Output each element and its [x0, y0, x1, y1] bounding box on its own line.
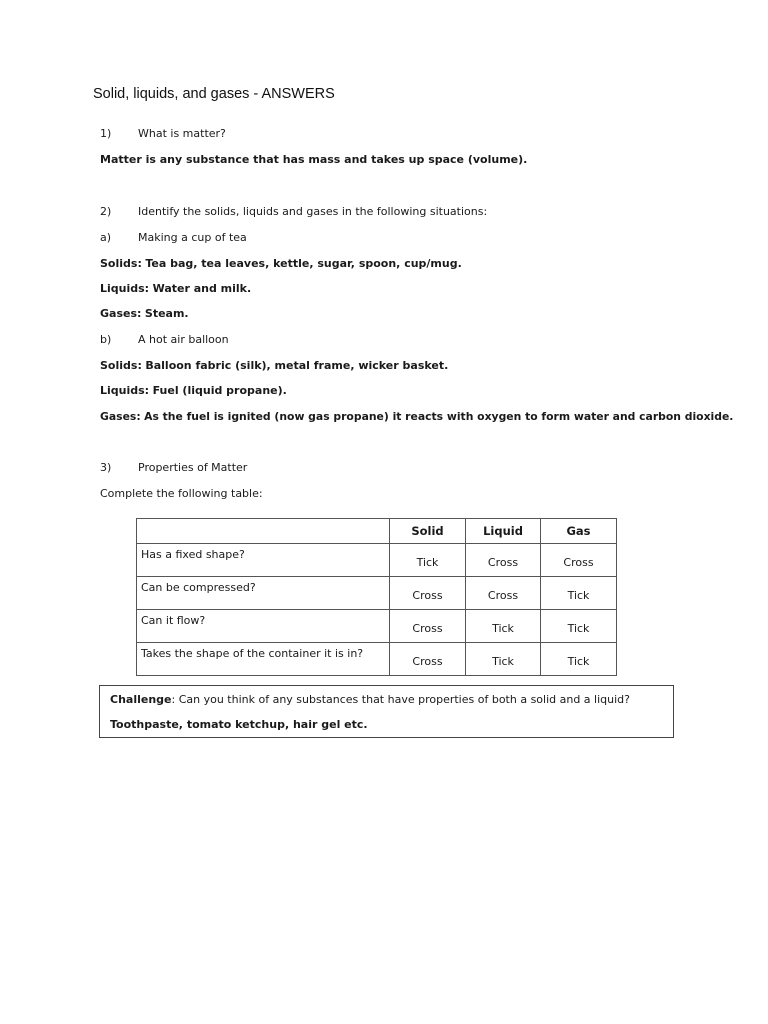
header-cell-gas: Gas [541, 519, 617, 544]
property-cell: Can it flow? [137, 610, 390, 643]
table-row [137, 544, 617, 577]
property-cell: Takes the shape of the container it is in? [137, 643, 390, 676]
table-row [137, 643, 617, 676]
value-cell: Tick [541, 577, 617, 610]
solids-answer: Tea bag, tea leaves, kettle, sugar, spoon, cup/mug. [145, 257, 462, 270]
answer-2b-solids [100, 359, 448, 372]
liquids-label: Liquids: [100, 384, 150, 397]
gases-answer: As the fuel is ignited (now gas propane) it reacts with oxygen to form water and carbon dioxide. [144, 410, 734, 423]
question-text: Properties of Matter [138, 461, 248, 474]
challenge-box [99, 685, 674, 738]
answer-2a-liquids [100, 282, 251, 295]
answer-1: Matter is any substance that has mass and takes up space (volume). [100, 153, 528, 166]
answer-2a-gases [100, 307, 189, 320]
value-cell: Cross [466, 577, 541, 610]
value-cell: Cross [390, 643, 466, 676]
liquids-answer: Water and milk. [152, 282, 252, 295]
answer-2b-liquids [100, 384, 287, 397]
header-cell [137, 519, 390, 544]
question-number: 1) [100, 127, 112, 140]
table-row [137, 577, 617, 610]
liquids-label: Liquids: [100, 282, 150, 295]
header-cell-liquid: Liquid [466, 519, 541, 544]
value-cell: Cross [541, 544, 617, 577]
challenge-question-text: : Can you think of any substances that have properties of both a solid and a liquid? [171, 693, 630, 706]
value-cell: Cross [466, 544, 541, 577]
value-cell: Tick [390, 544, 466, 577]
question-text: What is matter? [138, 127, 226, 140]
sub-question-text: A hot air balloon [138, 333, 229, 346]
property-cell: Has a fixed shape? [137, 544, 390, 577]
table-instruction: Complete the following table: [100, 487, 263, 500]
gases-answer: Steam. [144, 307, 189, 320]
table-row [137, 610, 617, 643]
value-cell: Tick [541, 610, 617, 643]
properties-table [136, 518, 617, 676]
question-2 [100, 205, 487, 218]
question-2a [100, 231, 247, 244]
sub-question-text: Making a cup of tea [138, 231, 247, 244]
page-title: Solid, liquids, and gases - ANSWERS [93, 86, 335, 102]
gases-label: Gases: [100, 410, 141, 423]
solids-label: Solids: [100, 257, 142, 270]
table-header-row [137, 519, 617, 544]
question-1 [100, 127, 226, 140]
value-cell: Cross [390, 577, 466, 610]
liquids-answer: Fuel (liquid propane). [152, 384, 287, 397]
gases-label: Gases: [100, 307, 142, 320]
answer-2a-solids [100, 257, 462, 270]
sub-question-letter: a) [100, 231, 112, 244]
solids-label: Solids: [100, 359, 142, 372]
question-2b [100, 333, 229, 346]
challenge-question [110, 693, 630, 706]
question-text: Identify the solids, liquids and gases in the following situations: [138, 205, 488, 218]
property-cell: Can be compressed? [137, 577, 390, 610]
sub-question-letter: b) [100, 333, 112, 346]
header-cell-solid: Solid [390, 519, 466, 544]
question-3 [100, 461, 247, 474]
question-number: 3) [100, 461, 112, 474]
answer-2b-gases [100, 410, 733, 423]
question-number: 2) [100, 205, 112, 218]
value-cell: Tick [541, 643, 617, 676]
value-cell: Tick [466, 643, 541, 676]
challenge-answer: Toothpaste, tomato ketchup, hair gel etc. [110, 718, 368, 731]
challenge-label: Challenge [110, 693, 172, 706]
value-cell: Cross [390, 610, 466, 643]
solids-answer: Balloon fabric (silk), metal frame, wicker basket. [145, 359, 449, 372]
value-cell: Tick [466, 610, 541, 643]
